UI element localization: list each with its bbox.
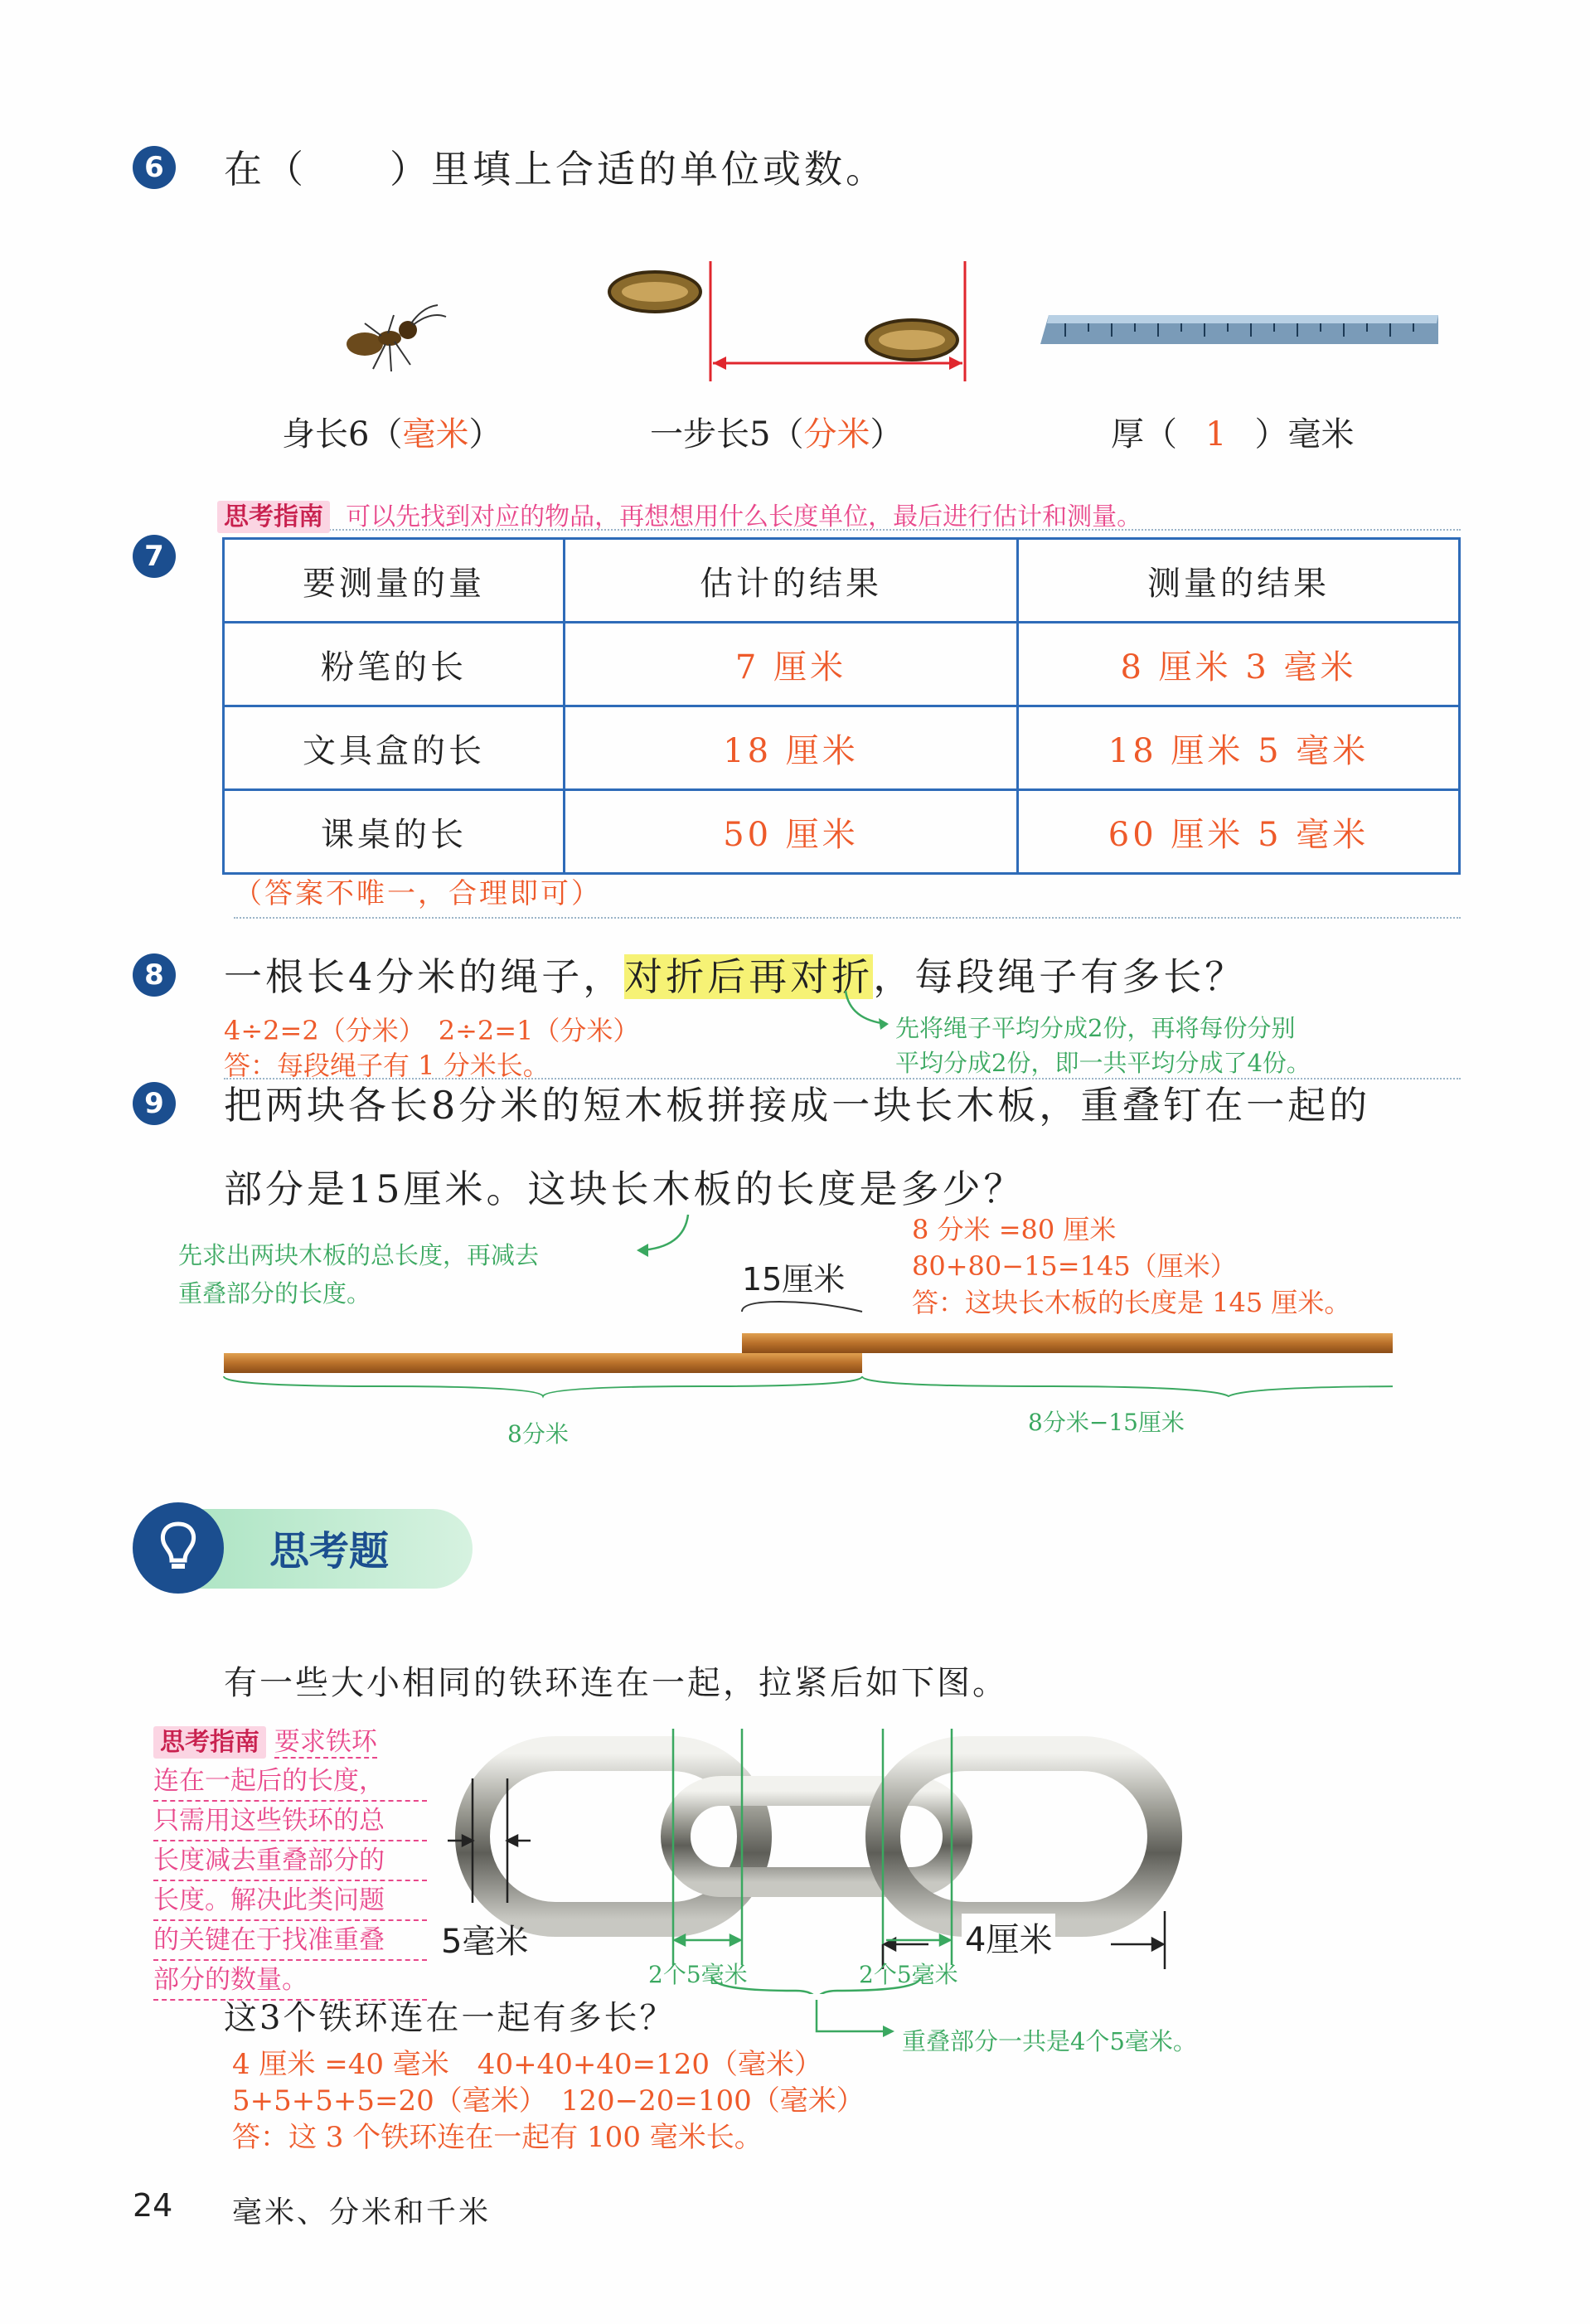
guide-line: 连在一起后的长度， (153, 1762, 427, 1802)
thinking-prompt: 有一些大小相同的铁环连在一起，拉紧后如下图。 (224, 1664, 1008, 1702)
question-8-prompt: 一根长4分米的绳子，对折后再对折，每段绳子有多长？ (224, 954, 1247, 999)
guide-tag: 思考指南 (217, 501, 330, 533)
wooden-boards-diagram (216, 1293, 1393, 1451)
table-row (224, 623, 1460, 706)
ruler-image (1040, 307, 1442, 357)
table-cell: 18 厘米 5 毫米 (1018, 706, 1460, 790)
left-brace (224, 1376, 862, 1396)
table-cell: 60 厘米 5 毫米 (1018, 790, 1460, 874)
guide-text: 可以先找到对应的物品，再想想用什么长度单位，最后进行估计和测量。 (346, 502, 1142, 531)
guide-line: 长度减去重叠部分的 (153, 1841, 427, 1881)
ring-thickness-label: 5毫米 (441, 1923, 529, 1961)
question-9-prompt-line1: 把两块各长8分米的短木板拼接成一块长木板，重叠钉在一起的 (224, 1083, 1371, 1128)
guide-line: 只需用这些铁环的总 (153, 1802, 427, 1841)
overlap-label: 15厘米 (742, 1261, 846, 1298)
hint-arrow-icon (837, 987, 895, 1036)
measurement-table (222, 537, 1461, 875)
overlap-brace (742, 1302, 862, 1312)
overlap-note: 重叠部分一共是4个5毫米。 (902, 2027, 1197, 2055)
q8-answer: 答：每段绳子有 1 分米长。 (224, 1045, 1461, 1080)
q6-item-ruler: 厚（ 1 ）毫米 (1111, 415, 1355, 454)
table-cell: 8 厘米 3 毫米 (1018, 623, 1460, 706)
thinking-answer: 答：这 3 个铁环连在一起有 100 毫米长。 (232, 2121, 763, 2154)
page-number: 24 (133, 2187, 173, 2224)
table-cell: 7 厘米 (565, 623, 1018, 706)
thinking-question: 这3个铁环连在一起有多长？ (224, 1999, 676, 2037)
right-board (742, 1333, 1393, 1353)
right-board-label: 8分米−15厘米 (1028, 1409, 1185, 1436)
ring-right (883, 1754, 1165, 1919)
overlap-label-2: 2个5毫米 (859, 1961, 958, 1988)
q8-hint-line2: 平均分成2份，即一共平均分成了4份。 (895, 1049, 1311, 1077)
question-8-number: 8 (133, 953, 176, 997)
hint-arrow-icon (630, 1211, 696, 1260)
left-board (224, 1353, 862, 1373)
right-brace (862, 1376, 1393, 1396)
table-header: 要测量的量 (224, 539, 565, 623)
question-6-prompt: 在（ ）里填上合适的单位或数。 (224, 147, 887, 192)
guide-line: 长度。解决此类问题 (153, 1881, 427, 1921)
overlap-label-1: 2个5毫米 (648, 1961, 748, 1988)
table-header: 测量的结果 (1018, 539, 1460, 623)
guide-tag: 思考指南 (153, 1726, 266, 1759)
question-6-number: 6 (133, 146, 176, 189)
q9-hint-line2: 重叠部分的长度。 (178, 1279, 371, 1308)
question-9-prompt-line2: 部分是15厘米。这块长木板的长度是多少？ (224, 1167, 1025, 1211)
table-row (224, 706, 1460, 790)
q7-note: （答案不唯一，合理即可） (234, 871, 1461, 919)
table-cell: 文具盒的长 (224, 706, 565, 790)
ant-image (340, 298, 448, 373)
q9-hint-line1: 先求出两块木板的总长度，再减去 (178, 1241, 540, 1269)
guide-line: 部分的数量。 (153, 1961, 427, 2001)
chapter-title: 毫米、分米和千米 (232, 2195, 492, 2229)
thinking-work-line1: 4 厘米 =40 毫米 40+40+40=120（毫米） (232, 2048, 822, 2081)
q9-answer: 答：这块长木板的长度是 145 厘米。 (912, 1287, 1351, 1318)
hint-arrow-icon (808, 2000, 899, 2041)
q7-guide (217, 496, 1461, 531)
lightbulb-icon (133, 1502, 224, 1594)
highlight-text: 对折后再对折 (624, 954, 874, 999)
q6-item-ant: 身长6（毫米） (282, 415, 502, 454)
table-header: 估计的结果 (565, 539, 1018, 623)
question-7-number: 7 (133, 535, 176, 578)
q8-hint-line1: 先将绳子平均分成2份，再将每份分别 (895, 1014, 1296, 1042)
thinking-title: 思考题 (269, 1528, 390, 1574)
guide-line: 要求铁环 (274, 1727, 377, 1757)
table-header-row (224, 539, 1460, 623)
footprints-image (605, 257, 986, 390)
q9-work-line2: 80+80−15=145（厘米） (912, 1250, 1237, 1282)
thinking-work-line2: 5+5+5+5=20（毫米） 120−20=100（毫米） (232, 2084, 865, 2118)
table-cell: 粉笔的长 (224, 623, 565, 706)
question-9-number: 9 (133, 1082, 176, 1125)
table-cell: 课桌的长 (224, 790, 565, 874)
q9-work-line1: 8 分米 =80 厘米 (912, 1214, 1117, 1245)
thinking-guide (153, 1723, 427, 2001)
guide-line: 的关键在于找准重叠 (153, 1921, 427, 1961)
table-row (224, 790, 1460, 874)
table-cell: 50 厘米 (565, 790, 1018, 874)
ring-length-label: 4厘米 (962, 1914, 1055, 1961)
left-board-label: 8分米 (507, 1420, 569, 1448)
q6-item-step: 一步长5（分米） (650, 415, 904, 454)
q8-work: 4÷2=2（分米） 2÷2=1（分米） (224, 1015, 640, 1046)
ring-middle (676, 1791, 957, 1882)
table-cell: 18 厘米 (565, 706, 1018, 790)
